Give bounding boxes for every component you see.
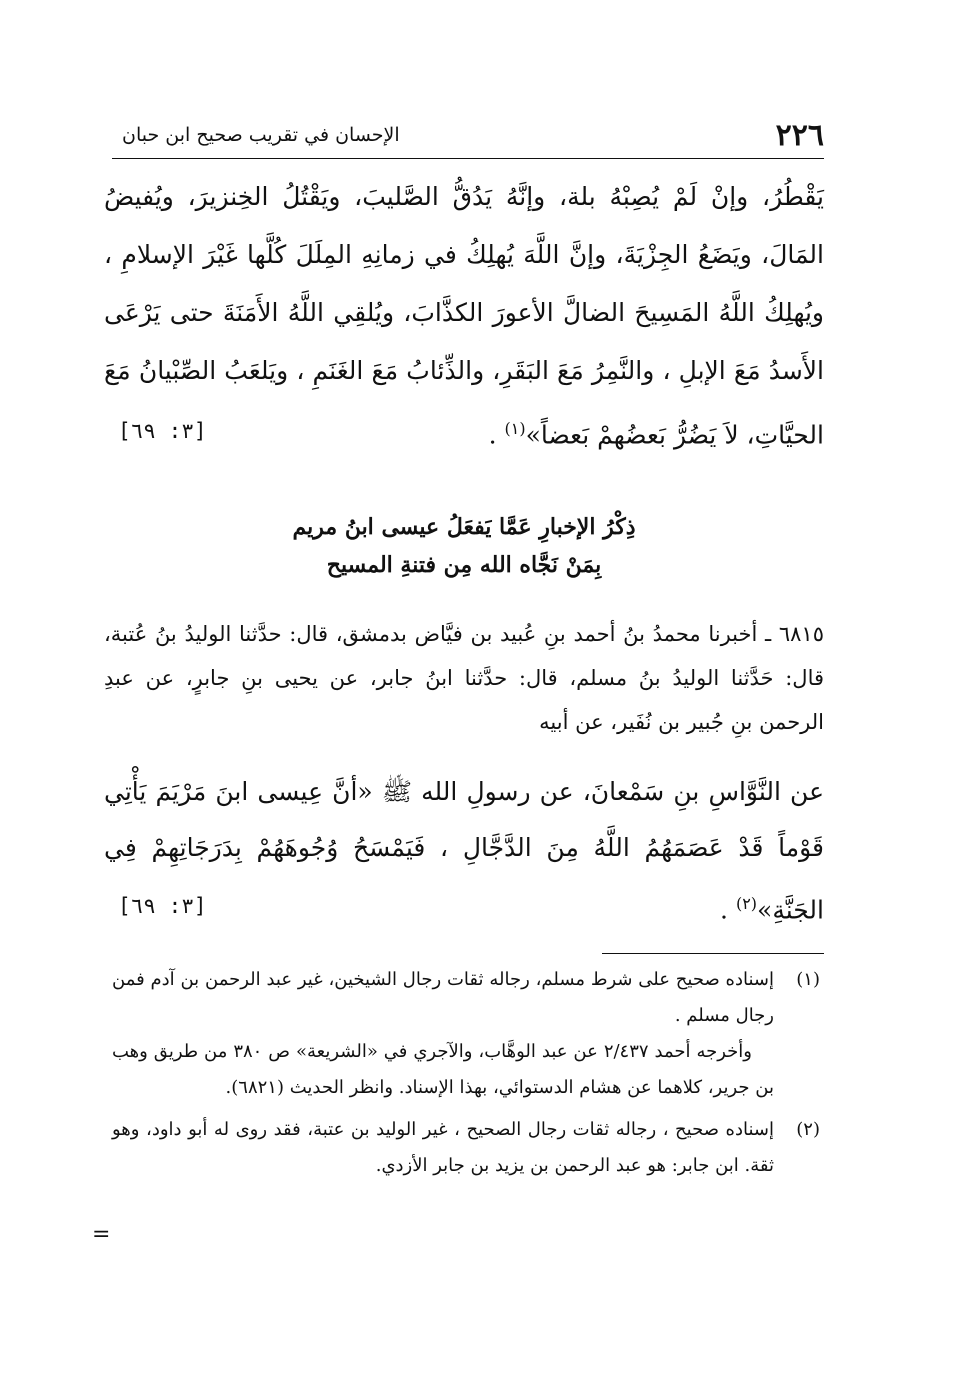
footnote-marker-2: (٢) [735, 894, 758, 913]
chapter-heading [104, 508, 824, 584]
main-text-body: يَقْطُرُ، وإنْ لَمْ يُصِبْهُ بلة، وإنَّهُ يَدُقُّ الصَّليبَ، ويَقْتُلُ الخِنزيرَ، ويُفيضُ المَالَ، ويَضَعُ الجِزْيَةَ، وإنَّ اللَّهَ يُهلِكُ في زمانِهِ المِلَلَ كُلَّها غَيْرَ الإسلامِ ، ويُهلِكُ اللَّهُ المَسِيحَ الضالَّ الأعورَ الكذَّابَ، ويُلقِي اللَّهُ الأَمَنَةَ حتى يَرْعَى الأَسدُ مَعَ الإبلِ ، والنَّمِرُ مَعَ البَقَرِ، والذِّئابُ مَعَ الغَنَمِ ، ويَلعَبُ الصِّبْيانُ مَعَ الحيَّاتِ، لاَ يَضُرُّ بَعضُهمْ بَعضاً» [104, 182, 824, 450]
page-header [112, 112, 824, 159]
footnote-separator [602, 953, 824, 954]
footnote-1 [112, 962, 820, 1106]
footnote-number: (١) [796, 969, 820, 990]
hadith-isnad: ٦٨١٥ ـ أخبرنا محمدُ بنُ أحمد بنِ عُبيد بن فيَّاض بدمشق، قال: حدَّثنا الوليدُ بنُ عُتبة، قال: حَدَّثنا الوليدُ بنُ مسلم، قال: حدَّثنا ابنُ جابر، عن يحيى بنِ جابرٍ، عن عبدِ الرحمن بنِ جُبير بن نُفَير، عن أبيه [104, 622, 824, 734]
footnote-marker-1: (١) [504, 419, 526, 438]
hadith-matn: عن النَّوَّاسِ بنِ سَمْعانَ، عن رسولِ الله ﷺ «أنَّ عِيسى ابنَ مَرْيَمَ يَأْتِي قَوْماً قَدْ عَصَمَهُمُ اللَّهُ مِنَ الدَّجَّالِ ، فَيَمْسَحُ وُجُوهَهُمْ بِدَرَجَاتِهِمْ فِي الجَنَّةِ» [104, 777, 824, 925]
chapter-heading-line-2: بِمَنْ نَجَّاه الله مِن فتنةِ المسيح [326, 552, 602, 578]
main-text-block [104, 168, 824, 464]
hadith-matn-end: . [720, 895, 736, 925]
hadith-matn-block [104, 764, 824, 938]
footnote-text-continued: وأخرجه أحمد ٢/٤٣٧ عن عبد الوهَّاب، والآجري في «الشريعة» ص ٣٨٠ من طريق وهب بن جرير، كلاهما عن هشام الدستوائي، بهذا الإسناد. وانظر الحديث (٦٨٢١). [112, 1041, 774, 1098]
footnote-text: إسناده صحيح على شرط مسلم، رجاله ثقات رجال الشيخين، غير عبد الرحمن بن آدم فمن رجال مسلم . [112, 969, 774, 1026]
running-title: الإحسان في تقريب صحيح ابن حبان [122, 124, 400, 146]
footnote-2 [112, 1112, 820, 1184]
main-text-end: . [488, 420, 505, 450]
footnotes [112, 962, 820, 1190]
volume-reference: [٣: ٦٩] [118, 419, 207, 443]
footnote-text: إسناده صحيح ، رجاله ثقات رجال الصحيح ، غير الوليد بن عتبة، فقد روى له أبو داود، وهو ثقة. ابن جابر: هو عبد الرحمن بن يزيد بن جابر الأزدي. [112, 1119, 774, 1176]
hadith-reference: [٣: ٦٩] [118, 894, 207, 918]
continuation-mark: = [92, 1222, 111, 1247]
footnote-number: (٢) [796, 1119, 820, 1140]
page-number: ٢٢٦ [775, 118, 824, 153]
chapter-heading-line-1: ذِكْرُ الإخبارِ عَمَّا يَفعَلُ عيسى ابنُ مريم [292, 514, 636, 540]
